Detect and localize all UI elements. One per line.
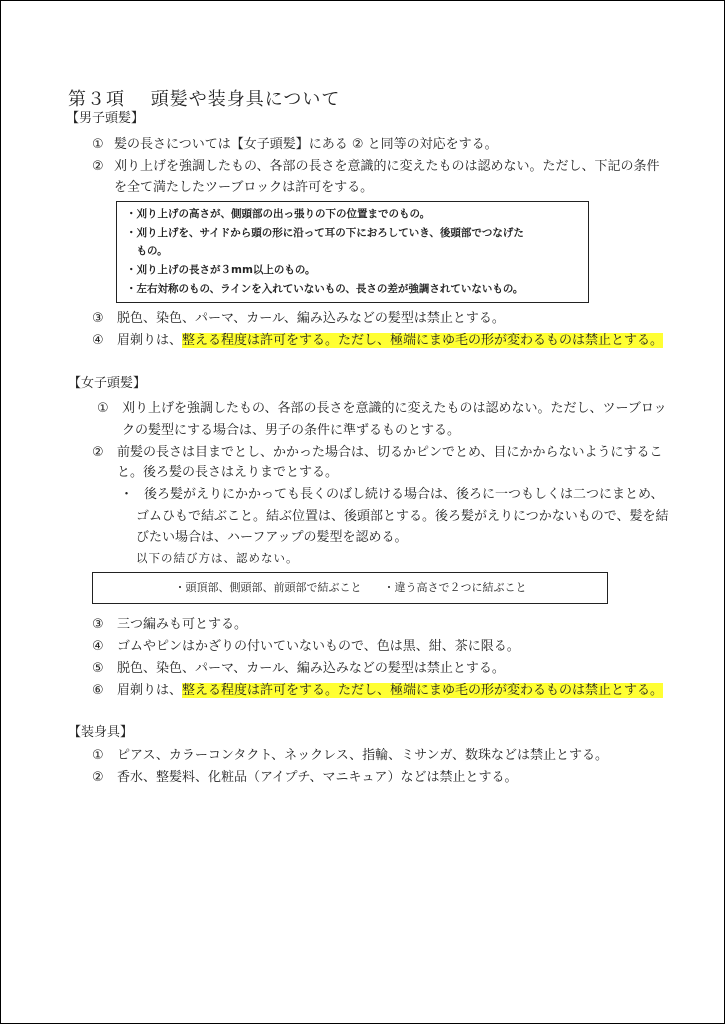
item-text: 眉剃りは、 [117, 333, 183, 348]
item-number: ③ [92, 311, 104, 326]
highlighted-text: 整える程度は許可をする。ただし、極端にまゆ毛の形が変わるものは禁止とする。 [182, 333, 664, 348]
girls-note: 以下の結び方は、認めない。 [136, 551, 299, 565]
girls-item-2-cont: と。後ろ髪の長さはえりまでとする。 [117, 465, 339, 480]
accessories-item-2: 香水、整髪料、化粧品（アイプチ、マニキュア）などは禁止とする。 [117, 770, 518, 785]
item-text: 眉剃りは、 [117, 683, 183, 698]
accessories-item-1: ピアス、カラーコンタクト、ネックレス、指輪、ミサンガ、数珠などは禁止とする。 [117, 748, 609, 763]
boys-item-3: 脱色、染色、パーマ、カール、編み込みなどの髪型は禁止とする。 [117, 311, 505, 326]
item-number: ② [92, 770, 104, 785]
girls-item-1-cont: クの髪型にする場合は、男子の条件に準ずるものとする。 [122, 423, 461, 438]
item-number: ② [92, 159, 104, 174]
item-number: ⑥ [92, 683, 104, 698]
boys-item-2-cont: を全て満たしたツーブロックは許可をする。 [114, 180, 374, 195]
item-number: ⑤ [92, 661, 104, 676]
girls-item-3: 三つ編みも可とする。 [117, 617, 248, 632]
prohibited-ties: ・頭頂部、側頭部、前頭部で結ぶこと ・違う高さで２つに結ぶこと [174, 581, 527, 594]
girls-item-2: 前髪の長さは目までとし、かかった場合は、切るかピンでとめ、目にかからないようにするこ [117, 445, 663, 460]
girls-bullet-line: ゴムひもで結ぶこと。結ぶ位置は、後頭部とする。後ろ髪がえりにつかないもので、髪を結 [136, 509, 669, 524]
boys-item-1: 髪の長さについては【女子頭髪】にある ② と同等の対応をする。 [114, 137, 498, 152]
condition: ・刈り上げの長さが３mm以上のもの。 [126, 264, 316, 276]
girls-item-6 [117, 683, 663, 699]
condition: ・刈り上げを、サイドから頭の形に沿って耳の下におろしていき、後頭部でつなげた [126, 227, 524, 239]
item-number: ① [92, 748, 104, 763]
item-number: ① [92, 137, 104, 152]
highlighted-text: 整える程度は許可をする。ただし、極端にまゆ毛の形が変わるものは禁止とする。 [182, 683, 664, 698]
condition: もの。 [126, 245, 168, 257]
girls-heading: 【女子頭髪】 [68, 376, 147, 391]
item-number: ② [92, 445, 104, 460]
girls-item-4: ゴムやピンはかざりの付いていないもので、色は黒、紺、茶に限る。 [117, 639, 520, 654]
girls-bullet-line: 後ろ髪がえりにかかっても長くのばし続ける場合は、後ろに一つもしくは二つにまとめ、 [144, 487, 664, 502]
girls-item-5: 脱色、染色、パーマ、カール、編み込みなどの髪型は禁止とする。 [117, 661, 505, 676]
section-title: 第３項 頭髪や装身具について [68, 89, 341, 110]
condition: ・刈り上げの高さが、側頭部の出っ張りの下の位置までのもの。 [126, 208, 431, 220]
item-number: ① [97, 401, 109, 416]
item-number: ③ [92, 617, 104, 632]
girls-item-1: 刈り上げを強調したもの、各部の長さを意識的に変えたものは認めない。ただし、ツーブロッ [122, 401, 667, 416]
accessories-heading: 【装身具】 [68, 725, 134, 740]
condition: ・左右対称のもの、ラインを入れていないもの、長さの差が強調されていないもの。 [126, 283, 524, 295]
bullet: ・ [120, 487, 134, 502]
item-number: ④ [92, 639, 104, 654]
boys-item-4 [117, 333, 663, 349]
boys-item-2: 刈り上げを強調したもの、各部の長さを意識的に変えたものは認めない。ただし、下記の条件 [114, 159, 660, 174]
boys-heading: 【男子頭髪】 [66, 111, 145, 126]
item-number: ④ [92, 333, 104, 348]
girls-bullet-line: びたい場合は、ハーフアップの髪型を認める。 [136, 530, 408, 545]
